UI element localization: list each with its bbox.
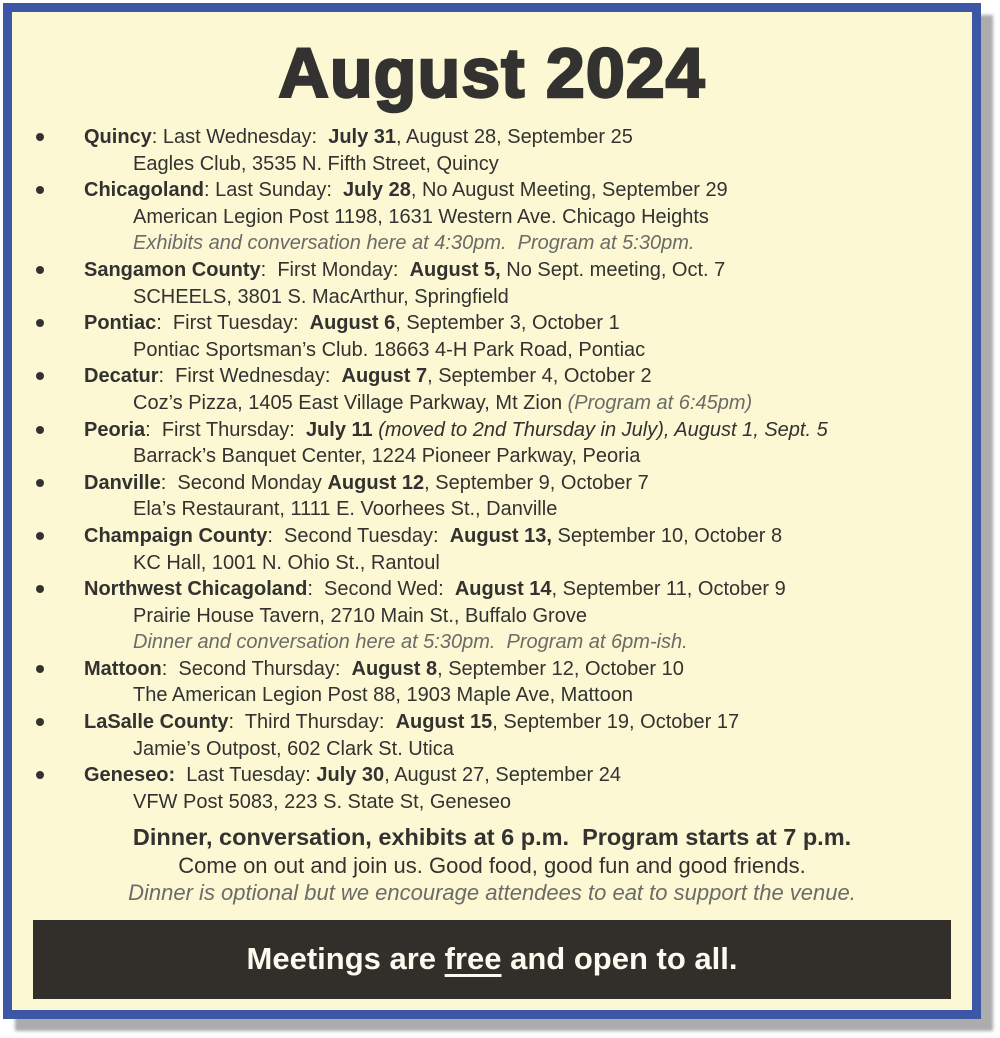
meeting-item — [12, 656, 972, 709]
meeting-note: Dinner and conversation here at 5:30pm. Program at 6pm-ish. — [133, 631, 688, 654]
text-segment: (Program at 6:45pm) — [567, 391, 753, 414]
meeting-venue — [12, 390, 972, 417]
bullet-icon — [36, 426, 44, 434]
text-segment: July 30 — [316, 764, 385, 787]
banner — [33, 920, 951, 999]
text-segment: August 7 — [341, 365, 428, 388]
text-segment: , August 28, September 25 — [396, 126, 633, 148]
text-segment: Coz’s Pizza, 1405 East Village Parkway, Mt Zion — [133, 391, 568, 414]
footer-dinner-note: Dinner is optional but we encourage attendees to eat to support the venue. — [128, 880, 856, 906]
text-segment: Chicagoland — [84, 179, 205, 202]
text-segment: No Sept. meeting, Oct. 7 — [500, 258, 726, 281]
text-segment: Danville — [84, 471, 161, 494]
text-segment: August 5, — [409, 258, 501, 281]
meeting-venue — [12, 496, 972, 523]
text-segment: Peoria — [84, 418, 146, 441]
text-segment: American Legion Post 1198, 1631 Western Ave. Chicago Heights — [133, 205, 709, 228]
text-segment: August 13, — [449, 524, 552, 547]
meeting-item — [12, 363, 972, 416]
text-segment: August 8 — [351, 657, 438, 680]
meeting-item — [12, 124, 972, 177]
meeting-venue — [12, 682, 972, 709]
text-segment: August 6 — [309, 312, 396, 335]
text-segment: The American Legion Post 88, 1903 Maple Ave, Mattoon — [133, 684, 633, 707]
bullet-icon — [36, 479, 44, 487]
meeting-item — [12, 177, 972, 257]
text-segment: Sangamon County — [84, 258, 261, 281]
bullet-icon — [36, 718, 44, 726]
text-segment: LaSalle County — [84, 711, 229, 734]
text-segment: Northwest Chicagoland — [84, 578, 308, 601]
meeting-venue — [12, 443, 972, 470]
text-segment: Prairie House Tavern, 2710 Main St., Buffalo Grove — [133, 604, 587, 627]
meeting-schedule — [12, 310, 972, 337]
text-segment: Ela’s Restaurant, 1111 E. Voorhees St., Danville — [133, 498, 558, 521]
meeting-schedule — [12, 762, 972, 789]
text-segment: Barrack’s Banquet Center, 1224 Pioneer Parkway, Peoria — [133, 445, 641, 468]
meeting-item — [12, 576, 972, 656]
text-segment: August 15 — [395, 711, 493, 734]
text-segment: : Last Sunday: — [204, 179, 343, 202]
text-segment: (moved to 2nd Thursday in July), August 1, Sept. 5 — [378, 418, 828, 441]
meeting-venue — [12, 151, 972, 178]
text-segment: KC Hall, 1001 N. Ohio St., Rantoul — [133, 551, 440, 574]
meeting-item — [12, 523, 972, 576]
meeting-item — [12, 470, 972, 523]
meeting-schedule — [12, 177, 972, 204]
text-segment: : First Tuesday: — [156, 312, 310, 335]
meeting-item — [12, 310, 972, 363]
meeting-venue — [12, 550, 972, 577]
text-segment: : Second Tuesday: — [267, 524, 450, 547]
text-segment: : Second Thursday: — [161, 657, 352, 680]
meeting-item — [12, 709, 972, 762]
text-segment: : Last Wednesday: — [151, 126, 329, 148]
text-segment: Decatur — [84, 365, 159, 388]
text-segment: Meetings are — [246, 941, 445, 977]
meeting-list — [12, 124, 972, 815]
meeting-venue — [12, 736, 972, 763]
meeting-schedule — [12, 709, 972, 736]
flyer-sheet — [3, 3, 981, 1019]
text-segment: Eagles Club, 3535 N. Fifth Street, Quincy — [133, 152, 499, 175]
banner-text — [247, 941, 738, 977]
bullet-icon — [36, 266, 44, 274]
meeting-item — [12, 762, 972, 815]
text-segment: Jamie’s Outpost, 602 Clark St. Utica — [133, 737, 454, 760]
text-segment: , September 19, October 17 — [492, 711, 740, 734]
text-segment: VFW Post 5083, 223 S. State St, Geneseo — [133, 790, 511, 813]
text-segment: July 31 — [328, 126, 397, 148]
text-segment: , September 3, October 1 — [395, 312, 620, 335]
text-segment: : First Monday: — [260, 258, 410, 281]
meeting-venue — [12, 789, 972, 816]
meeting-schedule — [12, 124, 972, 151]
meeting-schedule — [12, 656, 972, 683]
meeting-venue — [12, 337, 972, 364]
text-segment: , September 11, October 9 — [551, 578, 786, 601]
meeting-venue — [12, 603, 972, 630]
text-segment: : Second Wed: — [307, 578, 455, 601]
footer — [12, 824, 972, 907]
meeting-venue — [12, 204, 972, 231]
text-segment: September 10, October 8 — [551, 524, 783, 547]
bullet-icon — [36, 665, 44, 673]
text-segment: , No August Meeting, September 29 — [410, 179, 728, 202]
footer-invite-line: Come on out and join us. Good food, good fun and good friends. — [178, 852, 806, 878]
text-segment: : Second Monday — [160, 471, 328, 494]
text-segment: and open to all. — [501, 941, 738, 977]
bullet-icon — [36, 532, 44, 540]
text-segment: : Third Thursday: — [228, 711, 396, 734]
text-segment: July 28 — [343, 179, 411, 202]
meeting-schedule — [12, 576, 972, 603]
text-segment: , September 12, October 10 — [437, 657, 684, 680]
text-segment: : First Thursday: — [145, 418, 306, 441]
meeting-schedule — [12, 417, 972, 444]
text-segment: , September 4, October 2 — [427, 365, 652, 388]
footer-schedule-line: Dinner, conversation, exhibits at 6 p.m. Program starts at 7 p.m. — [132, 824, 852, 851]
bullet-icon — [36, 133, 44, 141]
text-segment: free — [444, 941, 502, 977]
text-segment: Champaign County — [84, 524, 268, 547]
meeting-schedule — [12, 523, 972, 550]
meeting-item — [12, 417, 972, 470]
text-segment: August 14 — [454, 578, 552, 601]
page-title: August 2024 — [278, 34, 706, 112]
text-segment: Pontiac Sportsman’s Club. 18663 4-H Park Road, Pontiac — [133, 338, 646, 361]
text-segment: , September 9, October 7 — [424, 471, 649, 494]
meeting-schedule — [12, 470, 972, 497]
text-segment: , August 27, September 24 — [384, 764, 622, 787]
text-segment: Pontiac — [84, 312, 157, 335]
text-segment: Quincy — [84, 126, 152, 148]
meeting-schedule — [12, 257, 972, 284]
meeting-item — [12, 257, 972, 310]
text-segment: Mattoon — [84, 657, 162, 680]
meeting-venue — [12, 284, 972, 311]
meeting-schedule — [12, 363, 972, 390]
text-segment: August 12 — [327, 471, 425, 494]
text-segment: : First Wednesday: — [158, 365, 342, 388]
meeting-note: Exhibits and conversation here at 4:30pm. Program at 5:30pm. — [133, 232, 695, 255]
text-segment: Last Tuesday: — [175, 764, 317, 787]
text-segment: Geneseo: — [84, 764, 176, 787]
text-segment: July 11 — [305, 418, 373, 441]
text-segment: SCHEELS, 3801 S. MacArthur, Springfield — [133, 285, 509, 308]
